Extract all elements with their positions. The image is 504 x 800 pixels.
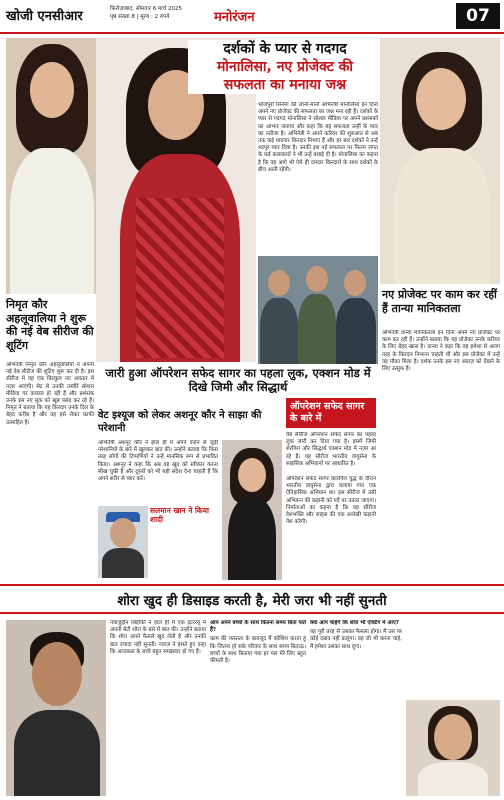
- photo-salman: [98, 506, 148, 578]
- photo-shora: [406, 700, 500, 796]
- issue-date: फिरोज़ाबाद, सोमवार 6 मार्च 2025: [110, 6, 182, 12]
- operation-sub-body: ऑपरेशन सफेद सागर कारगिल युद्ध के दौरान भारतीय वायुसेना द्वारा चलाया गया एक ऐतिहासिक अभियान था। इस सीरीज में उसी अभियान की कहानी को पर्दे पर उतारा जाएगा। निर्माताओं का कहना है कि यह सीरीज देशभक्ति और साहस की एक अनोखी कहानी पेश करेगी।: [286, 476, 376, 526]
- nimrat-headline: निमृत कौर अहलूवालिया ने शुरू की नई वेब सीरीज की शूटिंग: [6, 298, 94, 352]
- photo-operation-cast: [258, 256, 378, 364]
- top-headline-line3: सफलता का मनाया जश्न: [223, 77, 347, 93]
- issue-meta: [110, 5, 230, 21]
- operation-headline: जारी हुआ ऑपरेशन सफेद सागर का पहला लुक, एक्शन मोड में दिखे जिमी और सिद्धार्थ: [105, 366, 371, 394]
- issue-info: पृष्ठ संख्या 8 | मूल्य : 2 रुपये: [110, 14, 170, 20]
- section-title: मनोरंजन: [214, 10, 255, 25]
- top-headline-box: [188, 40, 382, 94]
- nimrat-body: अभिनेत्री निमृत कौर अहलूवालिया ने अपनी नई वेब सीरीज की शूटिंग शुरू कर दी है। इस सीरीज में वह एक बिल्कुल नए अवतार में नज़र आएंगी। सेट से उनकी तस्वीरें सोशल मीडिया पर वायरल हो रही हैं और प्रशंसक उनके इस नए लुक को खूब पसंद कर रहे हैं। निमृत ने बताया कि यह किरदार उनके दिल के बेहद करीब है और वह इसे लेकर काफी उत्साहित हैं।: [6, 362, 94, 426]
- bottom-qa-col-2: [310, 620, 402, 798]
- tanya-body: अभिनेत्री तान्या मानिकतला इन दिनों अपने नए प्रोजेक्ट पर काम कर रही हैं। उन्होंने बताया कि यह प्रोजेक्ट उनके करियर के लिए बेहद खास है। तान्या ने कहा कि वह हमेशा से अलग तरह के किरदार निभाना चाहती थीं और इस प्रोजेक्ट में उन्हें वह मौका मिला है। दर्शक उनके इस नए अंदाज़ को देखने के लिए उत्सुक हैं।: [382, 330, 500, 373]
- interview-answer-1: काम की व्यस्तता के बावजूद मैं कोशिश करता हूं कि जितना हो सके परिवार के साथ समय बिताऊं। बच्चों के साथ बिताया गया हर पल मेरे लिए बहुत कीमती है।: [210, 636, 306, 665]
- photo-ashnoor-portrait: [222, 440, 282, 580]
- interview-question-2: क्या आप चाहेंगे कि शोरा भी एक्टिंग में आए?: [310, 620, 399, 626]
- photo-nimrat: [6, 38, 96, 294]
- interview-answer-2: यह पूरी तरह से उसका फैसला होगा। मैं उस पर कोई दबाव नहीं डालूंगा। वह जो भी करना चाहे, मैं हमेशा उसका साथ दूंगा।: [310, 629, 402, 650]
- top-headline-line1: दर्शकों के प्यार से गदगद: [223, 41, 347, 57]
- page-number: 07: [456, 3, 500, 29]
- top-headline-line2: मोनालिसा, नए प्रोजेक्ट की: [216, 59, 354, 75]
- operation-body: वेब सीरीज ऑपरेशन सफेद सागर का पहला लुक जारी कर दिया गया है। इसमें जिमी शेरगिल और सिद्धार्थ एक्शन मोड में नज़र आ रहे हैं। यह सीरीज भारतीय वायुसेना के साहसिक अभियानों पर आधारित है।: [286, 432, 376, 467]
- ashnoor-body: अभिनेत्री अशनूर कौर ने हाल ही में अपने वज़न से जुड़ी परेशानियों के बारे में खुलकर बात की। उन्होंने बताया कि किस तरह लोगों की टिप्पणियों ने उन्हें मानसिक रूप से प्रभावित किया। अशनूर ने कहा कि अब वह खुद को स्वीकार करना सीख चुकी हैं और दूसरों को भी यही संदेश देना चाहती हैं कि अपने शरीर से प्यार करें।: [98, 440, 218, 483]
- photo-nawazuddin: [6, 620, 106, 796]
- masthead: [0, 0, 504, 34]
- salman-headline: सलमान खान ने किया शादी: [150, 506, 209, 524]
- bottom-right-column: [406, 620, 500, 698]
- top-story-body: भोजपुरी सिनेमा की जानी-मानी अभिनेत्री मोनालिसा इन दिनों अपने नए प्रोजेक्ट की सफलता का जश्न मना रही हैं। दर्शकों के प्यार से गदगद मोनालिसा ने सोशल मीडिया पर अपने प्रशंसकों का आभार जताया और कहा कि यह सफलता उन्हीं के प्यार का नतीजा है। अभिनेत्री ने अपने करियर की शुरुआत से अब तक कई यादगार किरदार निभाए हैं और हर बार दर्शकों ने उन्हें भरपूर प्यार दिया है। उनकी इस नई सफलता पर फिल्म जगत के कई कलाकारों ने भी उन्हें बधाई दी है। मोनालिसा का कहना है कि वह आगे भी ऐसे ही दमदार किरदारों के साथ दर्शकों के बीच आती रहेंगी।: [258, 102, 378, 173]
- bottom-qa-col-1: [210, 620, 306, 798]
- photo-tanya: [380, 38, 500, 284]
- tanya-headline: नए प्रोजेक्ट पर काम कर रहीं हैं तान्या मानिकतला: [382, 288, 497, 315]
- bottom-story-body-1: नवाज़ुद्दीन सिद्दीकी ने हाल ही में एक इंटरव्यू में अपनी बेटी शोरा के बारे में बात की। उन्होंने बताया कि शोरा अपने फैसले खुद लेती है और उनकी बात ज़्यादा नहीं सुनती। नवाज़ ने हंसते हुए कहा कि आजकल के बच्चे बहुत समझदार हो गए हैं।: [110, 620, 206, 655]
- bottom-story-headline: शोरा खुद ही डिसाइड करती है, मेरी जरा भी नहीं सुनती: [0, 584, 504, 614]
- operation-subheadline: ऑपरेशन सफेद सागर के बारे में: [286, 398, 376, 428]
- ashnoor-headline: वेट इश्यूज को लेकर अशनूर कौर ने साझा की परेशानी: [98, 410, 262, 434]
- interview-question-1: आप अपने बच्चों के साथ कितना समय बिता पाते हैं?: [210, 620, 306, 634]
- brand-name: खोजी एनसीआर: [6, 9, 83, 24]
